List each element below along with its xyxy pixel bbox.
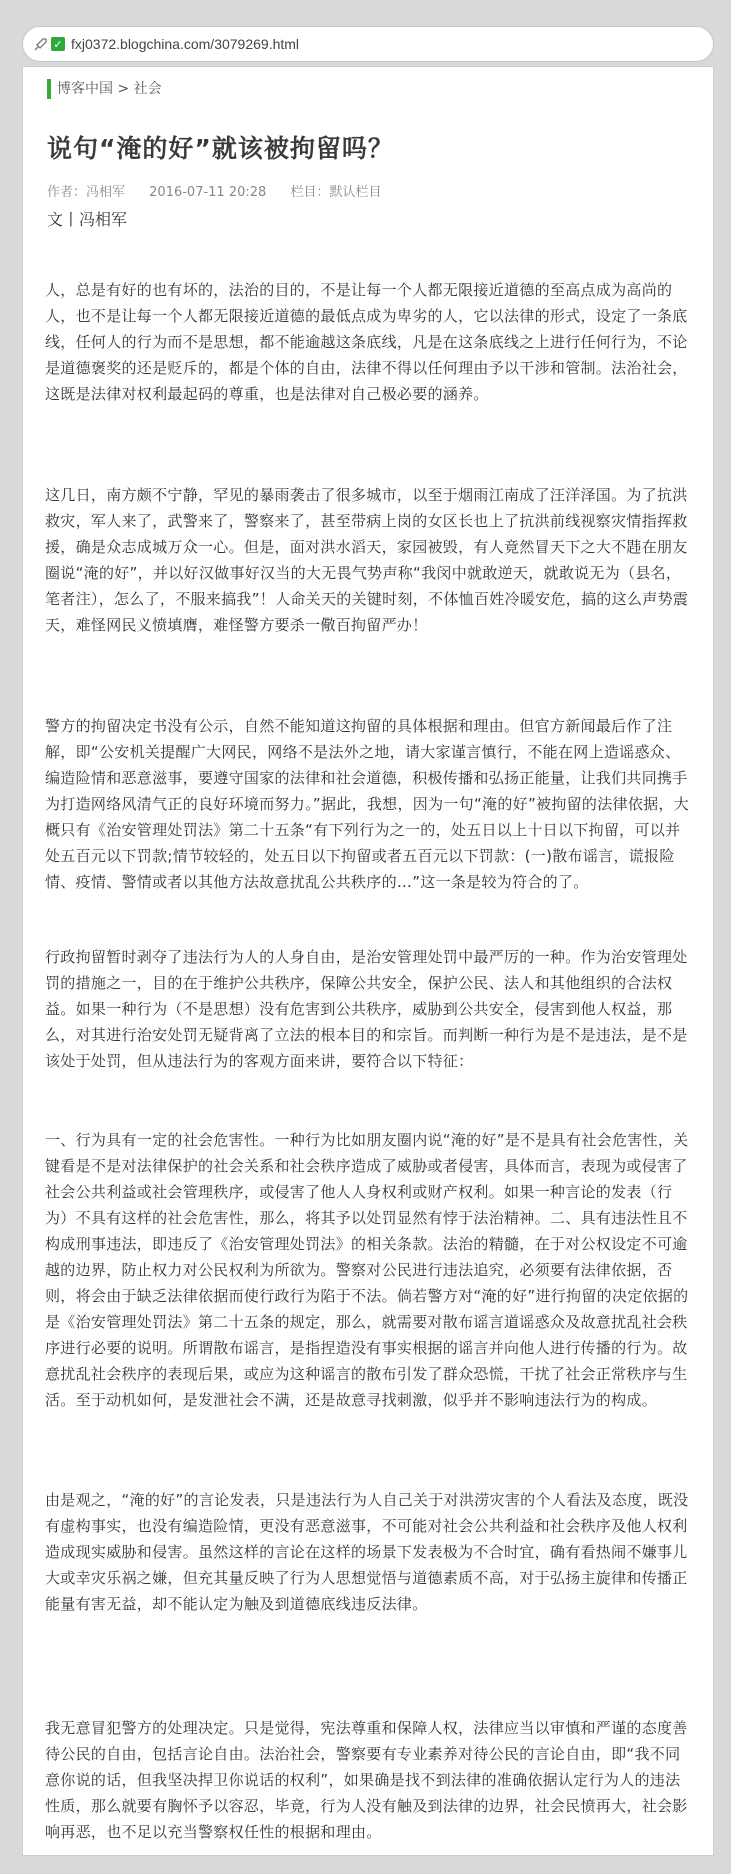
breadcrumb: [47, 79, 162, 99]
url-text[interactable]: fxj0372.blogchina.com/3079269.html: [71, 36, 300, 52]
breadcrumb-section-link[interactable]: 社会: [133, 81, 162, 97]
breadcrumb-home-link[interactable]: 博客中国: [57, 81, 113, 97]
paragraph: 人，总是有好的也有坏的，法治的目的，不是让每一个人都无限接近道德的至高点成为高尚的人，也不是让每一个人都无限接近道德的最低点成为卑劣的人，它以法律的形式，设定了一条底线，任何人的行为而不是思想，都不能逾越这条底线，凡是在这条底线之上进行任何行为，不论是道德褒奖的还是贬斥的，都是个体的自由，法律不得以任何理由予以干涉和管制。法治社会，这既是法律对权利最起码的尊重，也是法律对自己极必要的涵养。: [45, 281, 688, 403]
paragraph: 一、行为具有一定的社会危害性。一种行为比如朋友圈内说“淹的好”是不是具有社会危害性，关键看是不是对法律保护的社会关系和社会秩序造成了威胁或者侵害，具体而言，表现为或侵害了社会公共利益或社会管理秩序，或侵害了他人人身权利或财产权利。如果一种言论的发表（行为）不具有这样的社会危害性，那么，将其予以处罚显然有悖于法治精神。二、具有违法性且不构成刑事违法，即违反了《治安管理处罚法》的相关条款。法治的精髓，在于对公权设定不可逾越的边界，防止权力对公民权利为所欲为。警察对公民进行违法追究，必须要有法律依据，否则，将会由于缺乏法律依据而使行政行为陷于不法。倘若警方对“淹的好”进行拘留的决定依据的是《治安管理处罚法》第二十五条的规定，那么，就需要对散布谣言道谣惑众及故意扰乱社会秩序进行必要的说明。所谓散布谣言，是指捏造没有事实根据的谣言并向他人进行传播的行为。故意扰乱社会秩序的表现后果，或应为这种谣言的散布引发了群众恐慌，干扰了社会正常秩序与生活。至于动机如何，是发泄社会不满，还是故意寻找刺激，似乎并不影响违法行为的构成。: [45, 1131, 689, 1409]
publish-datetime: 2016-07-11 20:28: [149, 185, 267, 200]
article-title: 说句“淹的好”就该被拘留吗？: [47, 134, 394, 163]
paragraph: 行政拘留暂时剥夺了违法行为人的人身自由，是治安管理处罚中最严厉的一种。作为治安管理处罚的措施之一，目的在于维护公共秩序，保障公共安全，保护公民、法人和其他组织的合法权益。如果一种行为（不是思想）没有危害到公共秩序，威胁到公共安全，侵害到他人权益，那么，对其进行治安处罚无疑背离了立法的根本目的和宗旨。而判断一种行为是不是违法，是不是该处于处罚，但从违法行为的客观方面来讲，要符合以下特征：: [45, 948, 688, 1070]
breadcrumb-separator: >: [117, 81, 130, 97]
article-meta: [47, 181, 401, 200]
address-bar[interactable]: [22, 26, 714, 62]
column-label: 栏目：默认栏目: [290, 185, 382, 200]
paragraph: 我无意冒犯警方的处理决定。只是觉得，宪法尊重和保障人权，法律应当以审慎和严谨的态度善待公民的自由，包括言论自由。法治社会，警察要有专业素养对待公民的言论自由，即“我不同意你说的话，但我坚决捍卫你说话的权利”，如果确是找不到法律的准确依据认定行为人的违法性质，那么就要有胸怀予以容忍，毕竟，行为人没有触及到法律的边界，社会民愤再大，社会影响再恶，也不足以充当警察权任性的根据和理由。: [45, 1719, 688, 1841]
secure-check-icon: ✓: [51, 37, 65, 51]
rocket-icon: [33, 37, 47, 51]
paragraph: 这几日，南方颇不宁静，罕见的暴雨袭击了很多城市，以至于烟雨江南成了汪洋泽国。为了抗洪救灾，军人来了，武警来了，警察来了，甚至带病上岗的女区长也上了抗洪前线视察灾情指挥救援，确是众志成城万众一心。但是，面对洪水滔天，家园被毁，有人竟然冒天下之大不韪在朋友圈说“淹的好”，并以好汉做事好汉当的大无畏气势声称“我闵中就敢逆天，就敢说无为（县名，笔者注），怎么了，不服来搞我”！人命关天的关键时刻，不体恤百姓冷暖安危，搞的这么声势震天，难怪网民义愤填膺，难怪警方要杀一儆百拘留严办！: [45, 486, 689, 634]
article-page: [22, 66, 714, 1856]
byline: 文丨冯相军: [47, 210, 128, 229]
paragraph: 警方的拘留决定书没有公示，自然不能知道这拘留的具体根据和理由。但官方新闻最后作了注解，即“公安机关提醒广大网民，网络不是法外之地，请大家谨言慎行，不能在网上造谣惑众、编造险情和恶意滋事，要遵守国家的法律和社会道德，积极传播和弘扬正能量，让我们共同携手为打造网络风清气正的良好环境而努力。”据此，我想，因为一句“淹的好”被拘留的法律依据，大概只有《治安管理处罚法》第二十五条“有下列行为之一的，处五日以上十日以下拘留，可以并处五百元以下罚款;情节较轻的，处五日以下拘留或者五百元以下罚款：(一)散布谣言，谎报险情、疫情、警情或者以其他方法故意扰乱公共秩序的…”这一条是较为符合的了。: [45, 717, 690, 891]
author-label: 作者：冯相军: [47, 185, 126, 200]
paragraph: 由是观之，“淹的好”的言论发表，只是违法行为人自己关于对洪涝灾害的个人看法及态度，既没有虚构事实，也没有编造险情，更没有恶意滋事，不可能对社会公共利益和社会秩序及他人权利造成现实威胁和侵害。虽然这样的言论在这样的场景下发表极为不合时宜，确有看热闹不嫌事儿大或幸灾乐祸之嫌，但充其量反映了行为人思想觉悟与道德素质不高，对于弘扬主旋律和传播正能量有害无益，却不能认定为触及到道德底线违反法律。: [45, 1491, 689, 1613]
